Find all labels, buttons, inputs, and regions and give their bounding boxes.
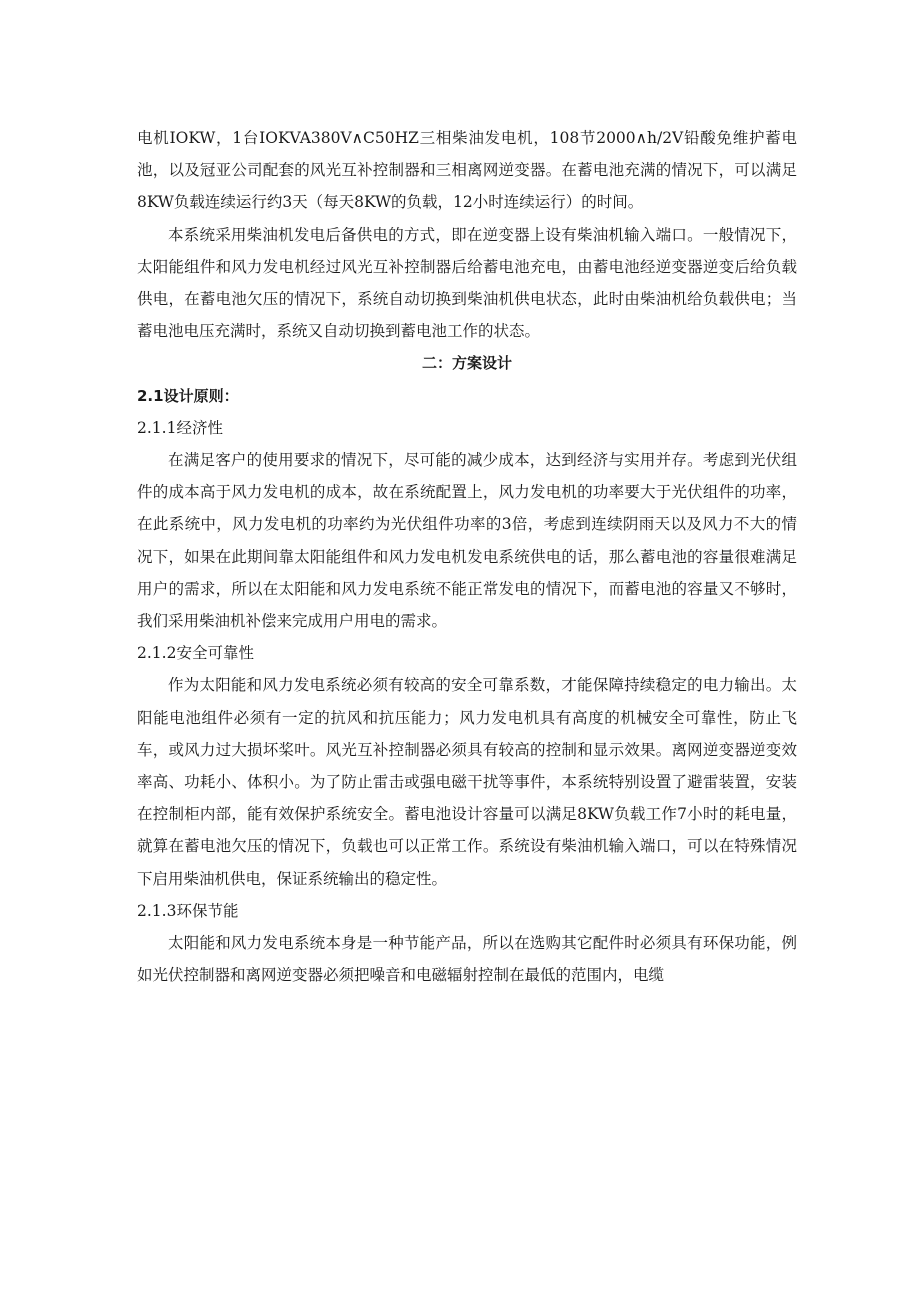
- heading-economy: 2.1.1经济性: [137, 418, 223, 437]
- safety-reliability-paragraph: 作为太阳能和风力发电系统必须有较高的安全可靠系数，才能保障持续稳定的电力输出。太阳能电池组件必须有一定的抗风和抗压能力；风力发电机具有高度的机械安全可靠性，防止飞车，或风力过大损坏桨叶。风光互补控制器必须具有较高的控制和显示效果。离网逆变器逆变效率高、功耗小、体积小。为了防止雷击或强电磁干扰等事件，本系统特别设置了避雷装置，安装在控制柜内部，能有效保护系统安全。蓄电池设计容量可以满足8KW负载工作7小时的耗电量，就算在蓄电池欠压的情况下，负载也可以正常工作。系统设有柴油机输入端口，可以在特殊情况下启用柴油机供电，保证系统输出的稳定性。: [137, 676, 797, 888]
- intro-paragraph-continued: 电机IOKW，1台IOKVA380V∧C50HZ三相柴油发电机，108节2000∧h/2V铅酸免维护蓄电池，以及冠亚公司配套的风光互补控制器和三相离网逆变器。在蓄电池充满的情况下，可以满足8KW负载连续运行约3天（每天8KW的负载，12小时连续运行）的时间。: [137, 129, 797, 212]
- document-body: [137, 122, 797, 991]
- heading-safety-reliability: 2.1.2安全可靠性: [137, 644, 254, 663]
- economy-paragraph: 在满足客户的使用要求的情况下，尽可能的减少成本，达到经济与实用并存。考虑到光伏组件的成本高于风力发电机的成本，故在系统配置上，风力发电机的功率要大于光伏组件的功率，在此系统中，风力发电机的功率约为光伏组件功率的3倍，考虑到连续阴雨天以及风力不大的情况下，如果在此期间靠太阳能组件和风力发电机发电系统供电的话，那么蓄电池的容量很难满足用户的需求，所以在太阳能和风力发电系统不能正常发电的情况下，而蓄电池的容量又不够时，我们采用柴油机补偿来完成用户用电的需求。: [137, 451, 797, 631]
- system-operation-paragraph: 本系统采用柴油机发电后备供电的方式，即在逆变器上设有柴油机输入端口。一般情况下，太阳能组件和风力发电机经过风光互补控制器后给蓄电池充电，由蓄电池经逆变器逆变后给负载供电，在蓄电池欠压的情况下，系统自动切换到柴油机供电状态，此时由柴油机给负载供电；当蓄电池电压充满时，系统又自动切换到蓄电池工作的状态。: [137, 225, 797, 341]
- environmental-paragraph: 太阳能和风力发电系统本身是一种节能产品，所以在选购其它配件时必须具有环保功能，例如光伏控制器和离网逆变器必须把噪音和电磁辐射控制在最低的范围内，电缆: [137, 934, 797, 985]
- heading-design-principles: 2.1设计原则：: [137, 386, 239, 405]
- heading-environmental-energy-saving: 2.1.3环保节能: [137, 901, 239, 920]
- section-title: 二：方案设计: [421, 354, 512, 373]
